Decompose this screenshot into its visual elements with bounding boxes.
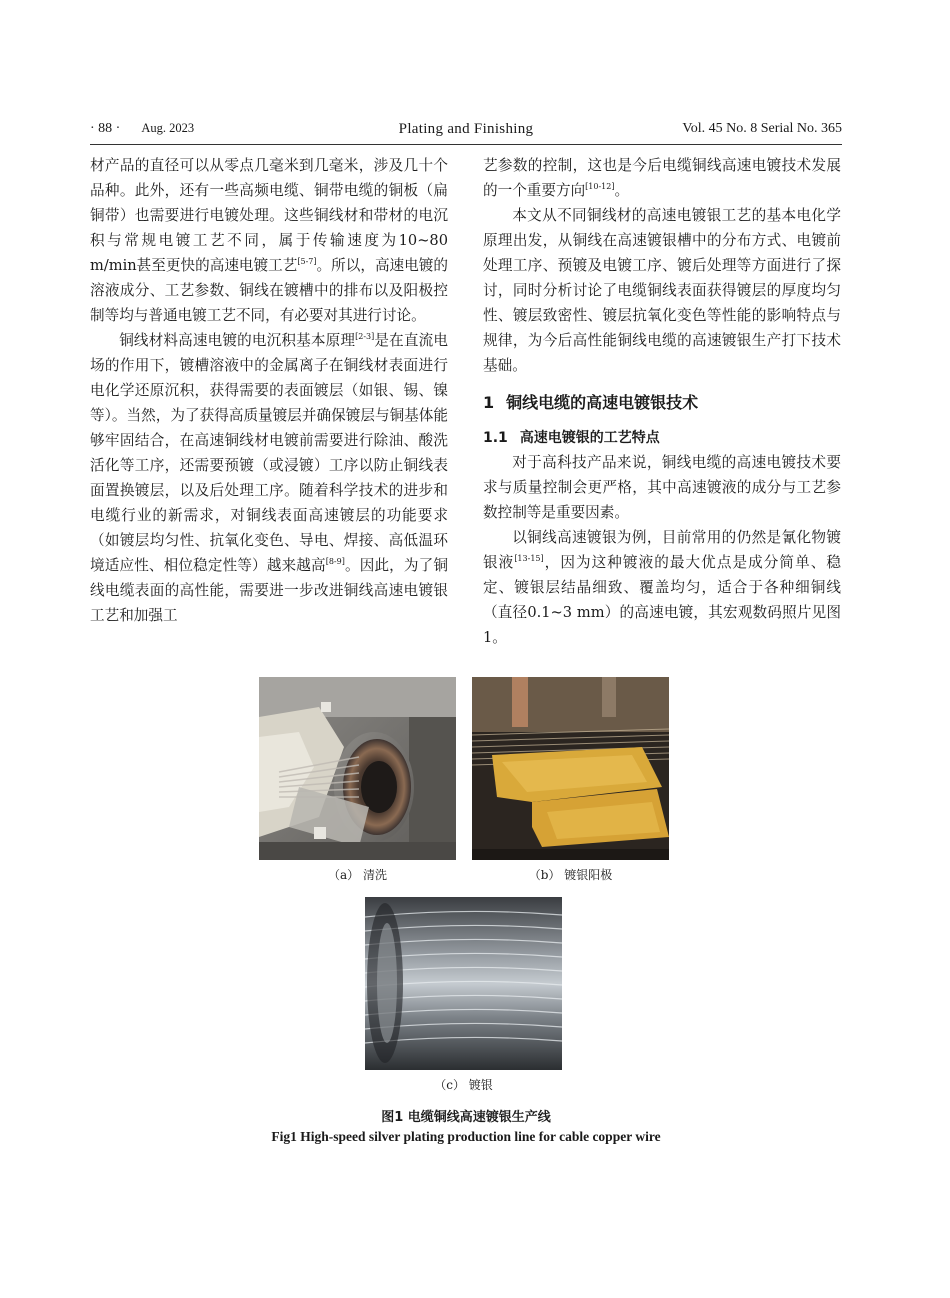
section-title: 铜线电缆的高速电镀银技术 xyxy=(506,393,699,412)
subsection-title: 高速电镀银的工艺特点 xyxy=(519,430,660,446)
paragraph: 对于高科技产品来说，铜线电缆的高速电镀技术要求与质量控制会更严格，其中高速镀液的成分与工艺参数控制等是重要因素。 xyxy=(483,454,841,521)
section-heading xyxy=(483,392,841,414)
header-rule xyxy=(90,144,842,145)
running-header xyxy=(90,121,842,141)
subsection-number: 1.1 xyxy=(483,430,508,446)
paragraph: 以铜线高速镀银为例，目前常用的仍然是氰化物镀银液[13-15]，因为这种镀液的最大优点是成分简单、稳定、镀银层结晶细致、覆盖均匀，适合于各种细铜线（直径0.1~3 mm）的高速电镀，其宏观数码照片见图1。 xyxy=(483,529,841,646)
journal-name: Plating and Finishing xyxy=(398,121,534,137)
caption-a: （a） 清洗 xyxy=(328,868,387,882)
photo-cleaning xyxy=(259,677,456,860)
photo-plating xyxy=(365,897,562,1070)
citation: [8-9] xyxy=(325,557,345,566)
citation: [5-7] xyxy=(297,257,317,266)
page-number: · 88 · xyxy=(90,121,121,136)
figure-title-en: Fig1 High-speed silver plating production line for cable copper wire xyxy=(271,1129,661,1144)
citation: [10-12] xyxy=(585,182,615,191)
paragraph: 本文从不同铜线材的高速电镀银工艺的基本电化学原理出发，从铜线在高速镀银槽中的分布方式、电镀前处理工序、预镀及电镀工序、镀后处理等方面进行了探讨，同时分析讨论了电缆铜线表面获得镀层的厚度均匀性、镀层致密性、镀层抗氧化变色等性能的影响特点与规律，为今后高性能铜线电缆的高速镀银生产打下技术基础。 xyxy=(483,207,841,374)
section-number: 1 xyxy=(483,393,495,412)
figure-title-cn: 图1 电缆铜线高速镀银生产线 xyxy=(381,1110,551,1125)
right-column xyxy=(483,153,841,650)
issue-date: Aug. 2023 xyxy=(141,121,195,135)
citation: [13-15] xyxy=(514,554,544,563)
subsection-heading xyxy=(483,426,841,450)
paragraph: 材产品的直径可以从零点几毫米到几毫米，涉及几十个品种。此外，还有一些高频电缆、铜带电缆的铜板（扁铜带）也需要进行电镀处理。这些铜线材和带材的电沉积与常规电镀工艺不同，属于传输速度为10~80 m/min甚至更快的高速电镀工艺[5-7]。所以，高速电镀的溶液成分、工艺参数、铜线在镀槽中的排布以及阳极控制等均与普通电镀工艺不同，有必要对其进行讨论。 xyxy=(90,157,448,324)
paragraph: 艺参数的控制，这也是今后电缆铜线高速电镀技术发展的一个重要方向[10-12]。 xyxy=(483,157,841,199)
volume-info: Vol. 45 No. 8 Serial No. 365 xyxy=(682,121,842,136)
caption-c: （c） 镀银 xyxy=(434,1078,493,1092)
left-column xyxy=(90,153,448,628)
caption-b: （b） 镀银阳极 xyxy=(528,868,613,882)
paragraph: 铜线材料高速电镀的电沉积基本原理[2-3]是在直流电场的作用下，镀槽溶液中的金属离子在铜线材表面进行电化学还原沉积，获得需要的表面镀层（如银、锡、镍等）。当然，为了获得高质量镀层并确保镀层与铜基体能够牢固结合，在高速铜线材电镀前需要进行除油、酸洗活化等工序，还需要预镀（或浸镀）工序以防止铜线表面置换镀层，以及后处理工序。随着科学技术的进步和电缆行业的新需求，对铜线表面高速镀层的功能要求（如镀层均匀性、抗氧化变色、导电、焊接、高低温环境适应性、相位稳定性等）越来越高[8-9]。因此，为了铜线电缆表面的高性能，需要进一步改进铜线高速电镀银工艺和加强工 xyxy=(90,332,448,624)
photo-anode xyxy=(472,677,669,860)
citation: [2-3] xyxy=(355,332,375,341)
